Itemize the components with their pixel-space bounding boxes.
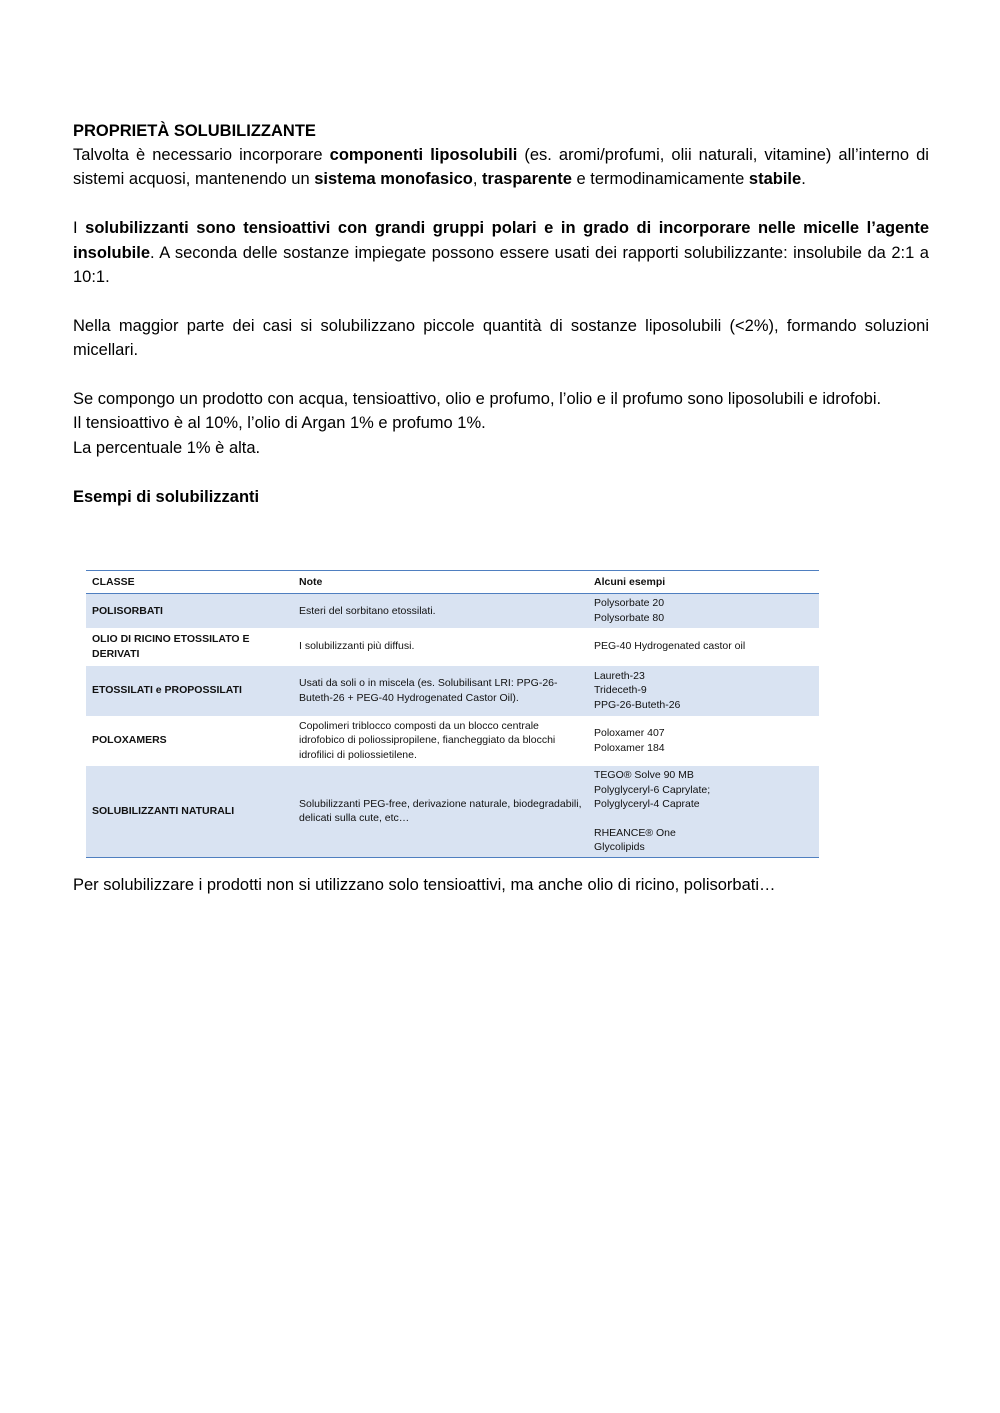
cell-note: Copolimeri triblocco composti da un blocco centrale idrofobico di poliossipropilene, fiancheggiato da blocchi idrofilici di poliossietilene. — [293, 716, 588, 766]
bold-run: solubilizzanti sono tensioattivi con grandi gruppi polari e in grado di incorporare nelle micelle l’agente insolubile — [73, 219, 929, 262]
bold-run: componenti liposolubili — [329, 146, 518, 164]
example-item: Trideceth-9 — [594, 684, 647, 697]
paragraph-intro — [73, 143, 929, 192]
text-run: . A seconda delle sostanze impiegate possono essere usati dei rapporti solubilizzante: insolubile da 2:1 a 10:1. — [73, 243, 929, 287]
bold-run: sistema monofasico — [314, 170, 473, 189]
cell-classe: OLIO DI RICINO ETOSSILATO E DERIVATI — [86, 628, 293, 666]
example-item: PEG-40 Hydrogenated castor oil — [594, 640, 746, 653]
cell-esempi — [588, 594, 819, 628]
example-item: Polysorbate 20 — [594, 597, 665, 610]
example-item: Glycolipids — [594, 840, 645, 853]
examples-heading: Esempi di solubilizzanti — [73, 487, 260, 506]
example-item: TEGO® Solve 90 MB — [594, 769, 694, 782]
solubilizers-table-figure — [86, 570, 819, 858]
cell-esempi — [588, 666, 819, 716]
cell-note: Usati da soli o in miscela (es. Solubilisant LRI: PPG-26-Buteth-26 + PEG-40 Hydrogenated Castor Oil). — [293, 666, 588, 716]
bold-run: stabile — [748, 170, 802, 189]
example-item: Polyglyceryl-4 Caprate — [594, 797, 700, 810]
text-run: e termodinamicamente — [571, 170, 749, 189]
paragraph-solubilizers — [73, 216, 929, 289]
text-run: (es. aromi/profumi, olii naturali, vitamine) all’interno di sistemi acquosi, mantenendo un — [73, 146, 929, 189]
text-run: , — [472, 170, 483, 189]
cell-esempi — [588, 716, 819, 766]
column-header-note: Note — [293, 571, 588, 594]
section-title: PROPRIETÀ SOLUBILIZZANTE — [73, 122, 316, 140]
paragraph-example-line1: Se compongo un prodotto con acqua, tensioattivo, olio e profumo, l’olio e il profumo sono liposolubili e idrofobi. — [73, 390, 882, 409]
cell-note: Esteri del sorbitano etossilati. — [293, 594, 588, 628]
table-row — [86, 628, 819, 666]
cell-classe: SOLUBILIZZANTI NATURALI — [86, 766, 293, 858]
cell-esempi — [588, 766, 819, 858]
example-item: Laureth-23 — [594, 670, 645, 683]
solubilizers-table — [86, 570, 819, 858]
paragraph-example-line2: Il tensioattivo è al 10%, l’olio di Argan 1% e profumo 1%. — [73, 414, 486, 433]
text-run: I — [73, 219, 86, 238]
example-spacer — [594, 811, 813, 825]
closing-paragraph: Per solubilizzare i prodotti non si utilizzano solo tensioattivi, ma anche olio di ricino, polisorbati… — [73, 876, 776, 894]
cell-classe: ETOSSILATI e PROPOSSILATI — [86, 666, 293, 716]
example-item: Poloxamer 184 — [594, 741, 665, 754]
table-row — [86, 666, 819, 716]
example-item: RHEANCE® One — [594, 826, 676, 839]
main-text — [73, 119, 929, 509]
column-header-classe: CLASSE — [86, 571, 293, 594]
text-run: . — [801, 170, 806, 189]
table-row — [86, 594, 819, 628]
bold-run: trasparente — [482, 170, 572, 189]
paragraph-example-line3: La percentuale 1% è alta. — [73, 438, 261, 457]
cell-classe: POLOXAMERS — [86, 716, 293, 766]
example-item: Polysorbate 80 — [594, 611, 665, 624]
cell-esempi — [588, 628, 819, 666]
table-header-row — [86, 571, 819, 594]
cell-classe: POLISORBATI — [86, 594, 293, 628]
example-item: Polyglyceryl-6 Caprylate; — [594, 783, 711, 796]
column-header-esempi: Alcuni esempi — [588, 571, 819, 594]
table-row — [86, 716, 819, 766]
example-item: PPG-26-Buteth-26 — [594, 698, 681, 711]
cell-note: I solubilizzanti più diffusi. — [293, 628, 588, 666]
paragraph-micellar: Nella maggior parte dei casi si solubilizzano piccole quantità di sostanze liposolubili (<2%), formando soluzioni micellari. — [73, 316, 929, 360]
text-run: Talvolta è necessario incorporare — [73, 146, 330, 164]
cell-note: Solubilizzanti PEG-free, derivazione naturale, biodegradabili, delicati sulla cute, etc… — [293, 766, 588, 858]
example-item: Poloxamer 407 — [594, 727, 665, 740]
table-row — [86, 766, 819, 858]
